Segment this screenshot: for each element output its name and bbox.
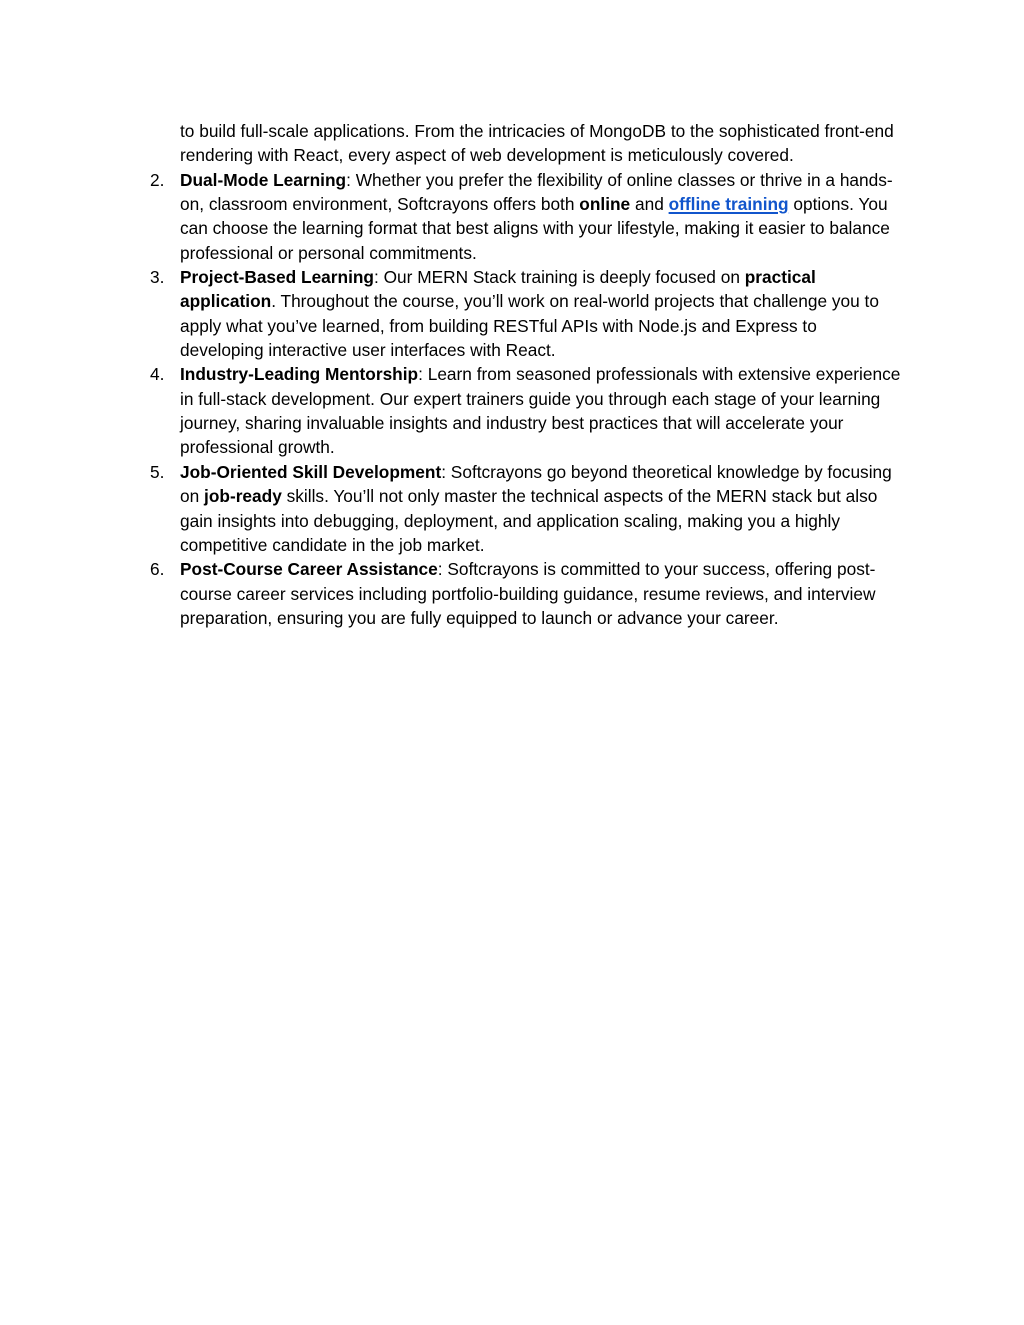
list-item-number: 4.	[150, 364, 165, 385]
list-item-text: : Whether you prefer the flexibility of online classes or thrive in a hands-on, classroom environment, Softcrayons offers both	[180, 169, 893, 215]
feature-list	[0, 168, 1024, 631]
list-item-text: : Learn from seasoned professionals with extensive experience in full-stack development. Our expert trainers guide you through each stage of your learning journey, sharing invaluable insights and industry best practices that will accelerate your professional growth.	[180, 364, 901, 458]
list-item-dual-mode-learning	[0, 168, 905, 265]
document-body	[0, 119, 1024, 630]
list-item-project-based-learning	[0, 265, 905, 362]
list-item-number: 6.	[150, 559, 165, 580]
list-item-title: Dual-Mode Learning	[180, 169, 347, 190]
list-item-number: 3.	[150, 267, 165, 288]
list-item-text: skills. You’ll not only master the technical aspects of the MERN stack but also gain insights into debugging, deployment, and application scaling, making you a highly competitive candidate in the job market.	[180, 486, 878, 555]
list-item-text: : Softcrayons go beyond theoretical knowledge by focusing on	[180, 461, 892, 507]
list-item-text: options. You can choose the learning format that best aligns with your lifestyle, making it easier to balance professional or personal commitments.	[180, 194, 890, 263]
list-item-industry-leading-mentorship	[0, 362, 905, 459]
list-item-1-continuation: to build full-scale applications. From the intricacies of MongoDB to the sophisticated front-end rendering with React, every aspect of web development is meticulously covered.	[180, 121, 894, 166]
emphasis-practical-application: practical application	[180, 267, 816, 312]
list-item-number: 5.	[150, 461, 165, 482]
list-item-job-oriented-skill-development	[0, 460, 905, 557]
list-item-title: Job-Oriented Skill Development	[180, 461, 442, 482]
list-item-text: and	[630, 194, 669, 215]
list-item-post-course-career-assistance	[0, 557, 905, 630]
list-item-text: . Throughout the course, you’ll work on real-world projects that challenge you to apply what you’ve learned, from building RESTful APIs with Node.js and Express to developing interactive user interfaces with React.	[180, 291, 879, 361]
list-item-text: : Our MERN Stack training is deeply focused on	[373, 267, 745, 288]
list-item-number: 2.	[150, 169, 165, 190]
list-item-text: : Softcrayons is committed to your success, offering post-course career services including portfolio-building guidance, resume reviews, and interview preparation, ensuring you are fully equipped to launch or advance your career.	[180, 559, 876, 628]
emphasis-job-ready: job-ready	[204, 486, 282, 507]
list-item-title: Post-Course Career Assistance	[180, 559, 438, 580]
emphasis-online: online	[579, 194, 631, 215]
list-item-title: Project-Based Learning	[180, 267, 374, 288]
offline-training-link[interactable]: offline training	[668, 194, 789, 215]
list-item-title: Industry-Leading Mentorship	[180, 364, 419, 385]
